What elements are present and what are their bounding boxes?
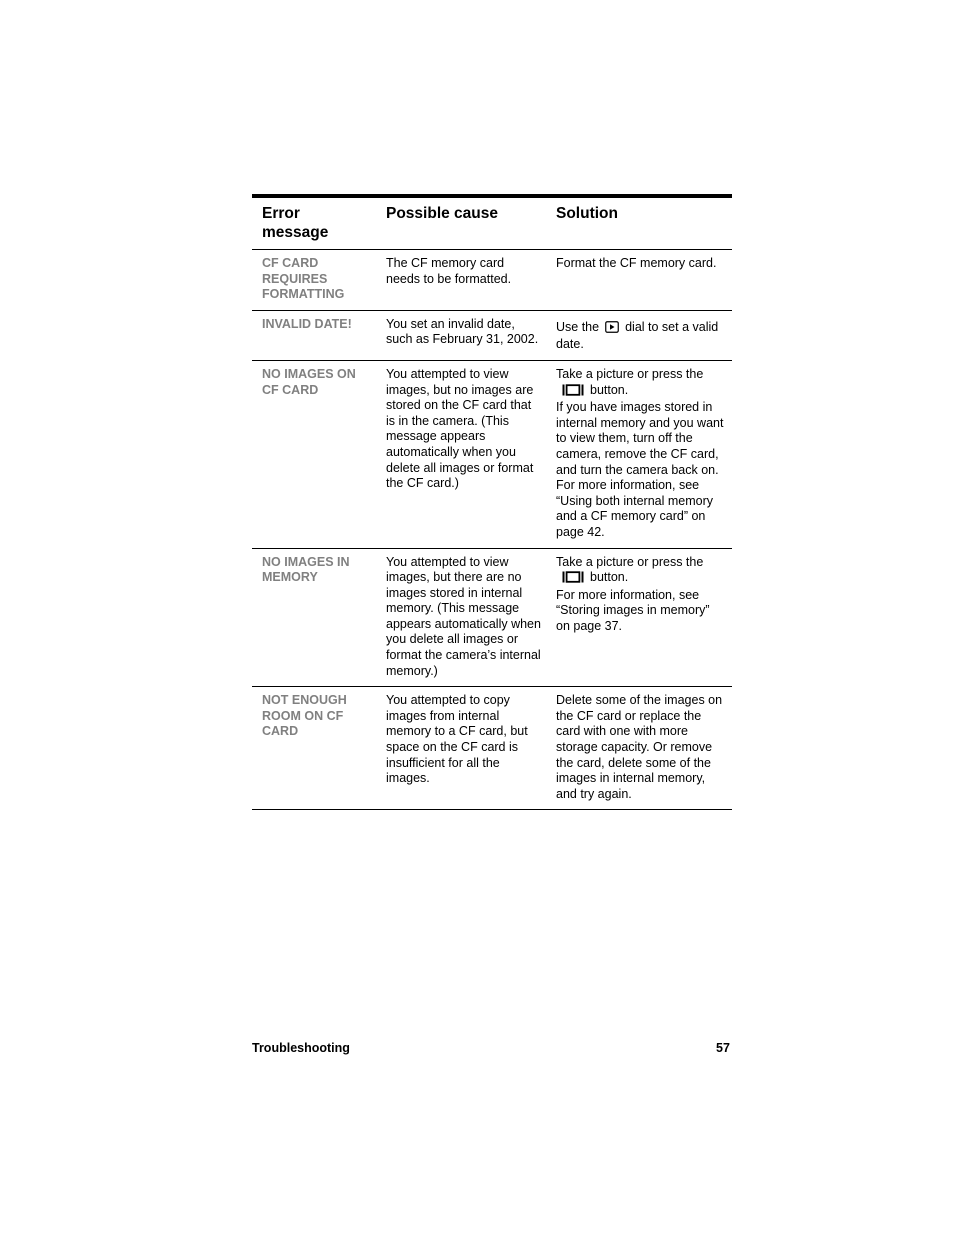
error-cell: NO IMAGES IN MEMORY [252,548,376,687]
solution-text: button. [590,570,629,585]
cause-cell: The CF memory card needs to be formatted. [376,250,551,311]
cause-cell: You attempted to view images, but no images are stored on the CF card that is in the camera. (This message appears automatically when you delete all images or format the CF card.) [376,360,551,548]
cause-cell: You attempted to copy images from internal memory to a CF card, but space on the CF card is insufficient for all the images. [376,687,551,810]
solution-cell [551,548,732,687]
header-solution: Solution [551,198,732,250]
table-row [252,250,732,311]
solution-cell [551,360,732,548]
solution-text: For more information, see “Storing images in memory” on page 37. [556,587,710,633]
solution-text: Format the CF memory card. [556,256,717,270]
error-cell: CF CARD REQUIRES FORMATTING [252,250,376,311]
cause-cell: You set an invalid date, such as February 31, 2002. [376,310,551,360]
header-error-message: Error message [252,198,376,250]
solution-cell [551,250,732,311]
footer-section-title: Troubleshooting [252,1041,350,1055]
solution-text: If you have images stored in internal memory and you want to view them, turn off the camera, remove the CF card, and turn the camera back on. For more information, see “Using both internal memory and a CF memory card” on page 42. [556,400,724,539]
solution-text: dial to set a valid date. [556,319,719,352]
error-cell: NOT ENOUGH ROOM ON CF CARD [252,687,376,810]
solution-text: Delete some of the images on the CF card or replace the card with one with more storage capacity. Or remove the card, delete some of the images in internal memory, and try again. [556,693,723,801]
solution-text: Take a picture or press the [556,554,704,569]
solution-text: Take a picture or press the [556,366,704,381]
table-row [252,360,732,548]
table-header-row [252,198,732,250]
error-cell: NO IMAGES ON CF CARD [252,360,376,548]
solution-cell [551,310,732,360]
table-row [252,687,732,810]
live-view-button-icon [562,384,584,401]
troubleshooting-table-block [252,194,732,810]
table-row [252,548,732,687]
live-view-button-icon [562,571,584,588]
footer-page-number: 57 [716,1041,730,1055]
solution-text: button. [590,382,629,397]
error-message-table [252,198,732,810]
header-possible-cause: Possible cause [376,198,551,250]
cause-cell: You attempted to view images, but there are no images stored in internal memory. (This message appears automatically when you delete all images or format the camera’s internal memory.) [376,548,551,687]
error-cell: INVALID DATE! [252,310,376,360]
solution-cell [551,687,732,810]
playback-dial-icon [605,321,619,338]
solution-text: Use the [556,319,600,334]
table-row [252,310,732,360]
